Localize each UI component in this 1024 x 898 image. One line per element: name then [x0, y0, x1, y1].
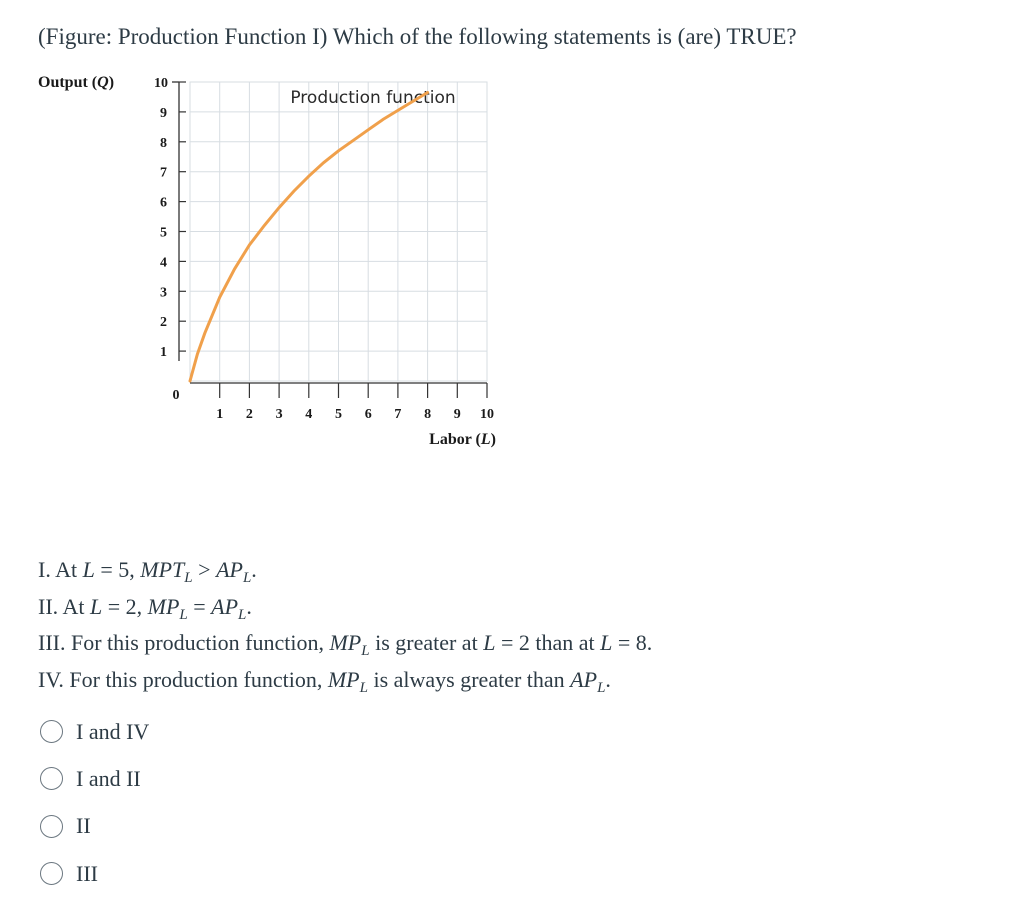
- answer-option-1[interactable]: [40, 708, 149, 755]
- x-tick-label: 5: [335, 407, 342, 422]
- y-tick-label: 7: [160, 165, 167, 181]
- series-label-production-function: Production function: [290, 88, 456, 108]
- y-tick-label: 1: [160, 345, 167, 361]
- y-tick-label: 2: [160, 315, 167, 331]
- y-tick-label: 5: [160, 225, 167, 241]
- question-title: (Figure: Production Function I) Which of the following statements is (are) TRUE?: [38, 24, 797, 49]
- x-tick-label: 9: [453, 407, 461, 422]
- radio-button[interactable]: [40, 720, 63, 743]
- origin-label: 0: [172, 388, 180, 403]
- statement-1: I. At L = 5, $MPT_L > AP_L$.: [38, 557, 257, 586]
- y-tick-label: 10: [154, 76, 168, 91]
- x-tick-labels: [216, 407, 494, 422]
- x-axis-label: Labor (L): [429, 431, 496, 448]
- answer-label: I and IV: [76, 718, 150, 744]
- x-tick-label: 1: [216, 407, 224, 422]
- answer-option-3[interactable]: [40, 803, 149, 850]
- answer-label: I and II: [76, 765, 141, 791]
- y-tick-label: 8: [160, 135, 167, 151]
- answer-options: [40, 708, 149, 897]
- statements-list: [38, 552, 652, 698]
- answer-label: II: [76, 813, 91, 839]
- x-tick-label: 3: [275, 407, 283, 422]
- x-tick-label: 6: [364, 407, 372, 422]
- x-tick-label: 7: [394, 407, 402, 422]
- statement-3: III. For this production function, $MP_L$ is greater at L = 2 than at L = 8.: [38, 630, 653, 659]
- x-tick-label: 10: [480, 407, 494, 422]
- y-tick-labels: [154, 76, 168, 360]
- answer-label: III: [76, 860, 98, 886]
- y-tick-label: 3: [160, 285, 167, 301]
- radio-button[interactable]: [40, 767, 63, 790]
- radio-button[interactable]: [40, 815, 63, 838]
- answer-option-4[interactable]: [40, 850, 149, 897]
- y-tick-label: 4: [160, 255, 167, 271]
- radio-button[interactable]: [40, 862, 63, 885]
- y-axis-label: Output (Q): [38, 74, 115, 91]
- x-tick-label: 8: [424, 407, 432, 422]
- statement-4: IV. For this production function, $MP_L$ is always greater than $AP_L$.: [38, 666, 611, 696]
- x-tick-label: 4: [305, 407, 313, 422]
- statement-2: II. At L = 2, $MP_L = AP_L$.: [38, 593, 252, 623]
- chart-grid: [190, 82, 487, 381]
- y-tick-label: 6: [160, 195, 167, 211]
- answer-option-2[interactable]: [40, 755, 149, 802]
- x-tick-label: 2: [245, 407, 253, 422]
- y-tick-label: 9: [160, 105, 167, 121]
